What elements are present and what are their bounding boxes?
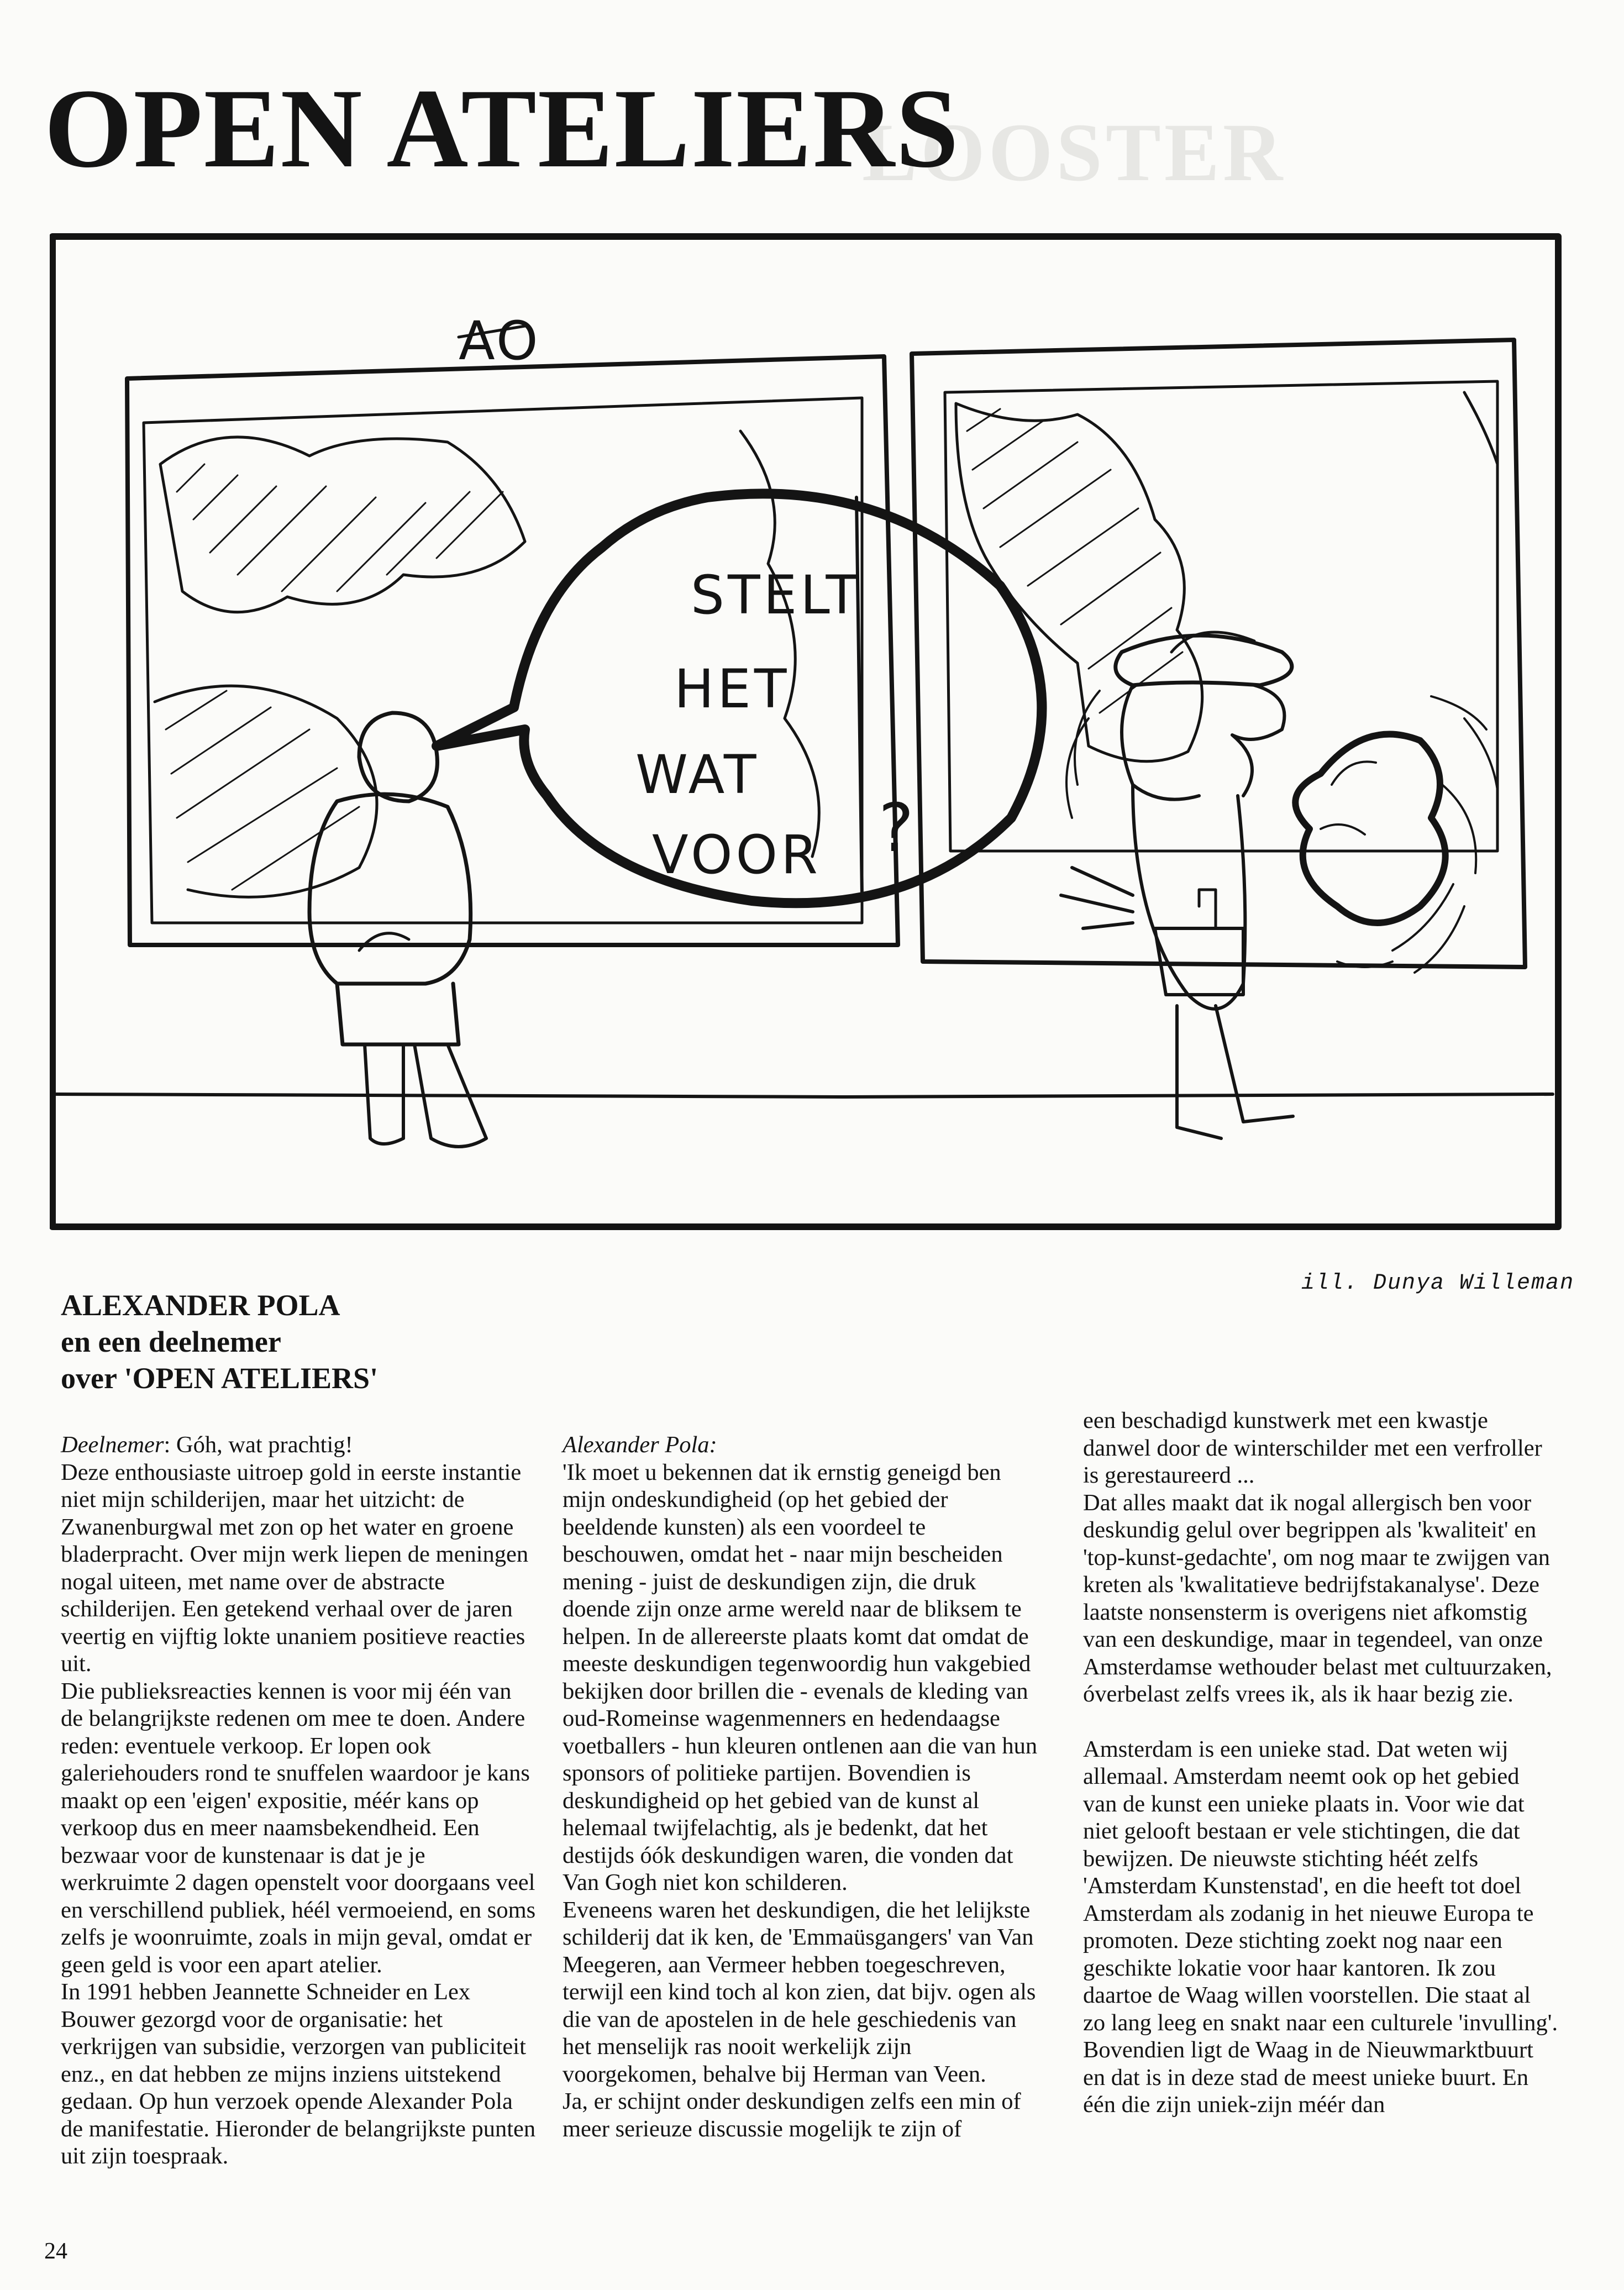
col1-intro-text: : Góh, wat prachtig! xyxy=(164,1432,353,1458)
bubble-question-mark: ? xyxy=(879,790,917,867)
col3-paragraph-1: een beschadigd kunstwerk met een kwastje danwel door de winterschilder met een verfroller is gerestaureerd ... xyxy=(1083,1407,1542,1488)
article-heading xyxy=(61,1288,378,1397)
cartoon-initials: AO xyxy=(459,310,540,372)
col3-paragraph-4: Bovendien ligt de Waag in de Nieuwmarktbuurt en dat is in deze stad de meest unieke buurt. En één die zijn uniek-zijn méér dan xyxy=(1083,2037,1533,2118)
col2-speaker: Alexander Pola: xyxy=(563,1432,717,1458)
article-column-1 xyxy=(61,1431,536,2170)
page-number: 24 xyxy=(44,2239,67,2264)
col3-paragraph-3: Amsterdam is een unieke stad. Dat weten wij allemaal. Amsterdam neemt ook op het gebied van de kunst een unieke plaats in. Voor wie dat niet gelooft bestaan er vele stichtingen, die dat bewijzen. De nieuwste stichting héét zelfs 'Amsterdam Kunstenstad', en die heeft tot doel Amsterdam als zodanig in het nieuwe Europa te promoten. Deze stichting zoekt nog naar een geschikte lokatie voor haar kantoren. Ik zou daartoe de Waag willen voorstellen. Die staat al zo lang leeg en snakt naar een culturele 'invulling'. xyxy=(1083,1736,1558,2036)
page-title: OPEN ATELIERS xyxy=(44,66,960,191)
col2-paragraph-2: Eveneens waren het deskundigen, die het lelijkste schilderij dat ik ken, de 'Emmaüsgangers' van Van Meegeren, aan Vermeer hebben toegeschreven, terwijl een kind toch al kon zien, dat bijv. ogen als die van de apostelen in de hele geschiedenis van het menselijk ras nooit werkelijk zijn voorgekomen, behalve bij Herman van Veen. xyxy=(563,1897,1036,2087)
right-painting xyxy=(912,340,1525,967)
col2-paragraph-3: Ja, er schijnt onder deskundigen zelfs een min of meer serieuze discussie mogelijk te zijn of xyxy=(563,2088,1021,2142)
col1-intro xyxy=(61,1431,536,1459)
cartoon-drawing xyxy=(50,232,1564,1238)
heading-line-2: en een deelnemer xyxy=(61,1325,281,1358)
col3-paragraph-2: Dat alles maakt dat ik nogal allergisch ben voor deskundig gelul over begrippen als 'kwaliteit' en 'top-kunst-gedachte', om nog maar te zwijgen van kreten als 'kwalitatieve bedrijfstakanalyse'. Deze laatste nonsensterm is overigens niet afkomstig van een deskundige, maar in tegendeel, van onze Amsterdamse wethouder belast met cultuurzaken, óverbelast zelfs vrees ik, als ik haar bezig zie. xyxy=(1083,1489,1552,1707)
col1-speaker: Deelnemer xyxy=(61,1432,164,1458)
heading-line-3: over 'OPEN ATELIERS' xyxy=(61,1361,379,1395)
floor-line xyxy=(55,1094,1553,1097)
illustration-credit: ill. Dunya Willeman xyxy=(1301,1271,1575,1296)
article-column-3 xyxy=(1083,1407,1558,2119)
bubble-line-4: VOOR xyxy=(652,824,821,886)
heading-line-1: ALEXANDER POLA xyxy=(61,1289,340,1322)
col1-paragraph-3: In 1991 hebben Jeannette Schneider en Lex Bouwer gezorgd voor de organisatie: het verkrijgen van subsidie, verzorgen van publiciteit enz., en dat hebben ze mijns inziens uitstekend gedaan. Op hun verzoek opende Alexander Pola de manifestatie. Hieronder de belangrijkste punten uit zijn toespraak. xyxy=(61,1979,536,2169)
col1-paragraph-1: Deze enthousiaste uitroep gold in eerste instantie niet mijn schilderijen, maar het uitzicht: de Zwanenburgwal met zon op het water en groene bladerpracht. Over mijn werk liepen de meningen nogal uiteen, met name over de abstracte schilderijen. Een getekend verhaal over de jaren veertig en vijftig lokte unaniem positieve reacties uit. xyxy=(61,1459,529,1677)
cartoon-illustration xyxy=(50,232,1564,1238)
faded-background-heading: LOOSTER xyxy=(862,107,1286,198)
bubble-line-3: WAT xyxy=(635,744,760,806)
col1-paragraph-2: Die publieksreacties kennen is voor mij één van de belangrijkste redenen om mee te doen. Andere reden: eventuele verkoop. Er lopen ook galeriehouders rond te snuffelen waardoor je kans maakt op een 'eigen' expositie, méér kans op verkoop dus en meer naamsbekendheid. Een bezwaar voor de kunstenaar is dat je je werkruimte 2 dagen openstelt voor doorgaans veel en verschillend publiek, héél vermoeiend, en soms zelfs je woonruimte, zoals in mijn geval, omdat er geen geld is voor een apart atelier. xyxy=(61,1678,536,1978)
bubble-line-2: HET xyxy=(674,658,790,720)
col2-paragraph-1: 'Ik moet u bekennen dat ik ernstig geneigd ben mijn ondeskundigheid (op het gebied der beeldende kunsten) als een voordeel te beschouwen, omdat het - naar mijn bescheiden mening - juist de deskundigen zijn, die druk doende zijn onze arme wereld naar de bliksem te helpen. In de allereerste plaats komt dat omdat de meeste deskundigen tegenwoordig hun vakgebied bekijken door brillen die - evenals de kleding van oud-Romeinse wagenmenners en hedendaagse voetballers - hun kleuren ontlenen aan die van hun sponsors of politieke partijen. Bovendien is deskundigheid op het gebied van de kunst al helemaal twijfelachtig, als je bedenkt, dat het destijds óók deskundigen waren, die vonden dat Van Gogh niet kon schilderen. xyxy=(563,1459,1038,1895)
viewer-figure xyxy=(309,713,486,1147)
bubble-line-1: STELT xyxy=(691,564,862,626)
painter-figure xyxy=(1061,632,1497,1138)
article-column-2 xyxy=(563,1431,1038,2142)
